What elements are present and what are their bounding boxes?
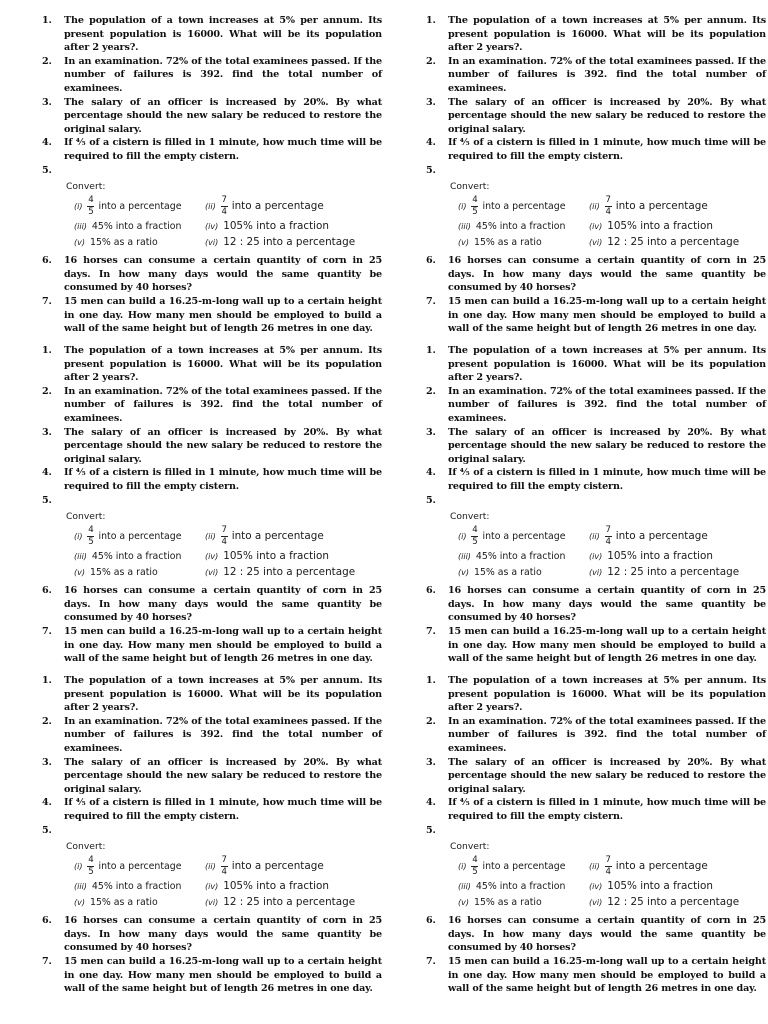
- question-5: [424, 494, 766, 508]
- worksheet-panel-5: [40, 674, 382, 996]
- question-number: 3.: [426, 756, 436, 768]
- item-label: (v): [458, 897, 469, 907]
- question-number: 2.: [42, 55, 52, 67]
- question-text: The salary of an officer is increased by 20%. By what percentage should the new salary be reduced to restore the original salary.: [448, 426, 766, 465]
- convert-title: Convert:: [450, 511, 490, 523]
- question-text: The salary of an officer is increased by 20%. By what percentage should the new salary be reduced to restore the original salary.: [64, 426, 382, 465]
- convert-exercise: Convert: (i) $\frac{4}{5}$ into a percentage (ii) $\frac{7}{4}$ into a percentage (iii) 45% into a fraction (iv) 105% into a fraction (v) 15% as a ratio (vi) 12 : 25 into a percentage: [66, 511, 382, 580]
- question-number: 2.: [42, 385, 52, 397]
- question-1: [40, 14, 382, 55]
- question-text: [448, 824, 766, 838]
- question-number: 6.: [42, 585, 52, 597]
- question-4: [424, 136, 766, 163]
- question-text: If ⅘ of a cistern is filled in 1 minute, how much time will be required to fill the empty cistern.: [64, 137, 382, 162]
- question-number: 6.: [426, 585, 436, 597]
- item-label: (iii): [74, 881, 87, 891]
- fraction: $\frac{7}{4}$: [605, 524, 611, 547]
- question-number: 5.: [426, 824, 436, 836]
- question-text: If ⅘ of a cistern is filled in 1 minute, how much time will be required to fill the empty cistern.: [448, 467, 766, 492]
- question-3: [424, 96, 766, 137]
- question-6: [424, 914, 766, 955]
- convert-exercise: Convert: (i) $\frac{4}{5}$ into a percentage (ii) $\frac{7}{4}$ into a percentage (iii) 45% into a fraction (iv) 105% into a fraction (v) 15% as a ratio (vi) 12 : 25 into a percentage: [450, 511, 766, 580]
- item-label: (i): [74, 201, 83, 211]
- question-text: 15 men can build a 16.25-m-long wall up to a certain height in one day. How many men should be employed to build a wall of the same height but of length 26 metres in one day.: [64, 625, 382, 665]
- question-text: 15 men can build a 16.25-m-long wall up to a certain height in one day. How many men should be employed to build a wall of the same height but of length 26 metres in one day.: [448, 955, 766, 995]
- question-text: 15 men can build a 16.25-m-long wall up to a certain height in one day. How many men should be employed to build a wall of the same height but of length 26 metres in one day.: [448, 625, 766, 665]
- item-label: (i): [458, 861, 467, 871]
- question-4: [40, 136, 382, 163]
- question-number: 1.: [426, 345, 436, 356]
- item-label: (v): [74, 567, 85, 577]
- worksheet-panel-1: [40, 14, 382, 336]
- question-7: [424, 295, 766, 336]
- question-text: 16 horses can consume a certain quantity of corn in 25 days. In how many days would the same quantity be consumed by 40 horses?: [448, 255, 766, 294]
- question-number: 5.: [42, 164, 52, 176]
- question-3: [40, 96, 382, 137]
- question-number: 5.: [42, 824, 52, 836]
- worksheet-panel-4: [424, 344, 766, 666]
- item-label: (i): [74, 531, 83, 541]
- worksheet-panel-2: [424, 14, 766, 336]
- item-label: (i): [458, 201, 467, 211]
- question-number: 2.: [426, 55, 436, 67]
- question-number: 2.: [426, 715, 436, 727]
- item-label: (iv): [589, 881, 603, 891]
- question-text: 15 men can build a 16.25-m-long wall up to a certain height in one day. How many men should be employed to build a wall of the same height but of length 26 metres in one day.: [448, 295, 766, 335]
- item-label: (iii): [74, 551, 87, 561]
- fraction: $\frac{4}{5}$: [88, 194, 94, 217]
- question-number: 1.: [426, 675, 436, 686]
- convert-title: Convert:: [66, 181, 106, 193]
- item-label: (vi): [205, 237, 219, 247]
- question-6: [40, 914, 382, 955]
- question-text: The population of a town increases at 5% per annum. Its present population is 16000. What will be its population after 2 years?.: [64, 345, 382, 384]
- question-text: The population of a town increases at 5% per annum. Its present population is 16000. What will be its population after 2 years?.: [64, 675, 382, 714]
- question-7: [40, 295, 382, 336]
- question-7: [40, 955, 382, 996]
- question-text: In an examination. 72% of the total examinees passed. If the number of failures is 392. find the total number of examinees.: [448, 55, 766, 94]
- item-label: (iii): [458, 221, 471, 231]
- question-number: 4.: [426, 137, 436, 149]
- fraction: $\frac{7}{4}$: [605, 854, 611, 877]
- question-3: [424, 756, 766, 797]
- worksheet-panel-3: [40, 344, 382, 666]
- question-text: [64, 824, 382, 838]
- fraction: $\frac{4}{5}$: [88, 854, 94, 877]
- question-4: [40, 796, 382, 823]
- question-7: [40, 625, 382, 666]
- question-2: [40, 55, 382, 96]
- question-number: 4.: [42, 467, 52, 479]
- question-1: [40, 344, 382, 385]
- question-text: The population of a town increases at 5% per annum. Its present population is 16000. What will be its population after 2 years?.: [448, 675, 766, 714]
- question-number: 4.: [42, 797, 52, 809]
- item-label: (vi): [589, 237, 603, 247]
- question-text: 16 horses can consume a certain quantity of corn in 25 days. In how many days would the same quantity be consumed by 40 horses?: [64, 255, 382, 294]
- question-number: 4.: [426, 467, 436, 479]
- question-text: If ⅘ of a cistern is filled in 1 minute, how much time will be required to fill the empty cistern.: [64, 467, 382, 492]
- question-6: [40, 254, 382, 295]
- item-label: (v): [458, 237, 469, 247]
- question-3: [40, 426, 382, 467]
- convert-title: Convert:: [450, 181, 490, 193]
- question-text: In an examination. 72% of the total examinees passed. If the number of failures is 392. find the total number of examinees.: [64, 55, 382, 94]
- fraction: $\frac{4}{5}$: [472, 854, 478, 877]
- question-1: [424, 674, 766, 715]
- question-4: [424, 466, 766, 493]
- question-text: [64, 494, 382, 508]
- question-number: 6.: [426, 915, 436, 927]
- question-text: In an examination. 72% of the total examinees passed. If the number of failures is 392. find the total number of examinees.: [64, 715, 382, 754]
- question-5: [424, 824, 766, 838]
- item-label: (ii): [205, 861, 216, 871]
- item-label: (iv): [589, 221, 603, 231]
- item-label: (v): [74, 897, 85, 907]
- item-label: (i): [74, 861, 83, 871]
- question-5: [40, 164, 382, 178]
- question-text: The population of a town increases at 5% per annum. Its present population is 16000. What will be its population after 2 years?.: [448, 345, 766, 384]
- question-text: 16 horses can consume a certain quantity of corn in 25 days. In how many days would the same quantity be consumed by 40 horses?: [448, 915, 766, 954]
- question-5: [40, 494, 382, 508]
- item-label: (vi): [589, 567, 603, 577]
- question-number: 1.: [42, 15, 52, 26]
- item-label: (iii): [458, 881, 471, 891]
- question-3: [424, 426, 766, 467]
- fraction: $\frac{4}{5}$: [472, 194, 478, 217]
- convert-exercise: Convert: (i) $\frac{4}{5}$ into a percentage (ii) $\frac{7}{4}$ into a percentage (iii) 45% into a fraction (iv) 105% into a fraction (v) 15% as a ratio (vi) 12 : 25 into a percentage: [66, 181, 382, 250]
- fraction: $\frac{7}{4}$: [221, 854, 227, 877]
- question-2: [424, 385, 766, 426]
- convert-title: Convert:: [66, 841, 106, 853]
- question-text: The salary of an officer is increased by 20%. By what percentage should the new salary be reduced to restore the original salary.: [64, 756, 382, 795]
- question-3: [40, 756, 382, 797]
- item-label: (v): [74, 237, 85, 247]
- item-label: (iii): [74, 221, 87, 231]
- fraction: $\frac{7}{4}$: [221, 524, 227, 547]
- question-number: 7.: [426, 295, 436, 307]
- question-6: [424, 254, 766, 295]
- item-label: (vi): [205, 897, 219, 907]
- question-number: 3.: [42, 426, 52, 438]
- question-5: [424, 164, 766, 178]
- item-label: (iv): [205, 221, 219, 231]
- question-text: The population of a town increases at 5% per annum. Its present population is 16000. What will be its population after 2 years?.: [64, 15, 382, 54]
- question-text: In an examination. 72% of the total examinees passed. If the number of failures is 392. find the total number of examinees.: [64, 385, 382, 424]
- item-label: (vi): [589, 897, 603, 907]
- question-number: 5.: [426, 494, 436, 506]
- convert-exercise: Convert: (i) $\frac{4}{5}$ into a percentage (ii) $\frac{7}{4}$ into a percentage (iii) 45% into a fraction (iv) 105% into a fraction (v) 15% as a ratio (vi) 12 : 25 into a percentage: [450, 841, 766, 910]
- question-text: 16 horses can consume a certain quantity of corn in 25 days. In how many days would the same quantity be consumed by 40 horses?: [64, 915, 382, 954]
- question-text: [448, 494, 766, 508]
- item-label: (vi): [205, 567, 219, 577]
- question-1: [424, 344, 766, 385]
- question-2: [40, 715, 382, 756]
- item-label: (ii): [205, 531, 216, 541]
- question-number: 4.: [426, 797, 436, 809]
- question-1: [424, 14, 766, 55]
- convert-exercise: Convert: (i) $\frac{4}{5}$ into a percentage (ii) $\frac{7}{4}$ into a percentage (iii) 45% into a fraction (iv) 105% into a fraction (v) 15% as a ratio (vi) 12 : 25 into a percentage: [66, 841, 382, 910]
- question-text: If ⅘ of a cistern is filled in 1 minute, how much time will be required to fill the empty cistern.: [448, 797, 766, 822]
- question-2: [424, 715, 766, 756]
- question-number: 6.: [42, 915, 52, 927]
- worksheet-panel-6: [424, 674, 766, 996]
- question-number: 3.: [426, 426, 436, 438]
- question-text: [448, 164, 766, 178]
- question-5: [40, 824, 382, 838]
- question-number: 3.: [42, 96, 52, 108]
- question-1: [40, 674, 382, 715]
- question-text: The salary of an officer is increased by 20%. By what percentage should the new salary be reduced to restore the original salary.: [64, 96, 382, 135]
- question-text: In an examination. 72% of the total examinees passed. If the number of failures is 392. find the total number of examinees.: [448, 715, 766, 754]
- question-2: [424, 55, 766, 96]
- question-2: [40, 385, 382, 426]
- item-label: (iv): [205, 881, 219, 891]
- question-number: 4.: [42, 137, 52, 149]
- question-number: 1.: [426, 15, 436, 26]
- question-text: The salary of an officer is increased by 20%. By what percentage should the new salary be reduced to restore the original salary.: [448, 756, 766, 795]
- question-number: 7.: [42, 625, 52, 637]
- question-text: In an examination. 72% of the total examinees passed. If the number of failures is 392. find the total number of examinees.: [448, 385, 766, 424]
- question-number: 7.: [42, 295, 52, 307]
- question-text: 16 horses can consume a certain quantity of corn in 25 days. In how many days would the same quantity be consumed by 40 horses?: [64, 585, 382, 624]
- question-number: 3.: [42, 756, 52, 768]
- item-label: (ii): [205, 201, 216, 211]
- question-number: 3.: [426, 96, 436, 108]
- question-number: 5.: [426, 164, 436, 176]
- item-label: (ii): [589, 201, 600, 211]
- question-7: [424, 955, 766, 996]
- question-number: 5.: [42, 494, 52, 506]
- item-label: (v): [458, 567, 469, 577]
- question-6: [40, 584, 382, 625]
- convert-exercise: Convert: (i) $\frac{4}{5}$ into a percentage (ii) $\frac{7}{4}$ into a percentage (iii) 45% into a fraction (iv) 105% into a fraction (v) 15% as a ratio (vi) 12 : 25 into a percentage: [450, 181, 766, 250]
- question-number: 1.: [42, 675, 52, 686]
- question-number: 2.: [426, 385, 436, 397]
- question-4: [40, 466, 382, 493]
- question-text: If ⅘ of a cistern is filled in 1 minute, how much time will be required to fill the empty cistern.: [64, 797, 382, 822]
- question-number: 7.: [426, 955, 436, 967]
- question-4: [424, 796, 766, 823]
- question-text: 16 horses can consume a certain quantity of corn in 25 days. In how many days would the same quantity be consumed by 40 horses?: [448, 585, 766, 624]
- item-label: (iii): [458, 551, 471, 561]
- fraction: $\frac{7}{4}$: [221, 194, 227, 217]
- fraction: $\frac{7}{4}$: [605, 194, 611, 217]
- question-number: 7.: [426, 625, 436, 637]
- question-text: If ⅘ of a cistern is filled in 1 minute, how much time will be required to fill the empty cistern.: [448, 137, 766, 162]
- question-text: 15 men can build a 16.25-m-long wall up to a certain height in one day. How many men should be employed to build a wall of the same height but of length 26 metres in one day.: [64, 295, 382, 335]
- item-label: (ii): [589, 531, 600, 541]
- question-text: The population of a town increases at 5% per annum. Its present population is 16000. What will be its population after 2 years?.: [448, 15, 766, 54]
- question-7: [424, 625, 766, 666]
- question-text: [64, 164, 382, 178]
- question-number: 7.: [42, 955, 52, 967]
- fraction: $\frac{4}{5}$: [88, 524, 94, 547]
- item-label: (iv): [205, 551, 219, 561]
- item-label: (ii): [589, 861, 600, 871]
- question-number: 6.: [426, 255, 436, 267]
- item-label: (iv): [589, 551, 603, 561]
- convert-title: Convert:: [450, 841, 490, 853]
- question-number: 6.: [42, 255, 52, 267]
- question-text: The salary of an officer is increased by 20%. By what percentage should the new salary be reduced to restore the original salary.: [448, 96, 766, 135]
- question-number: 1.: [42, 345, 52, 356]
- item-label: (i): [458, 531, 467, 541]
- question-6: [424, 584, 766, 625]
- convert-title: Convert:: [66, 511, 106, 523]
- question-number: 2.: [42, 715, 52, 727]
- fraction: $\frac{4}{5}$: [472, 524, 478, 547]
- question-text: 15 men can build a 16.25-m-long wall up to a certain height in one day. How many men should be employed to build a wall of the same height but of length 26 metres in one day.: [64, 955, 382, 995]
